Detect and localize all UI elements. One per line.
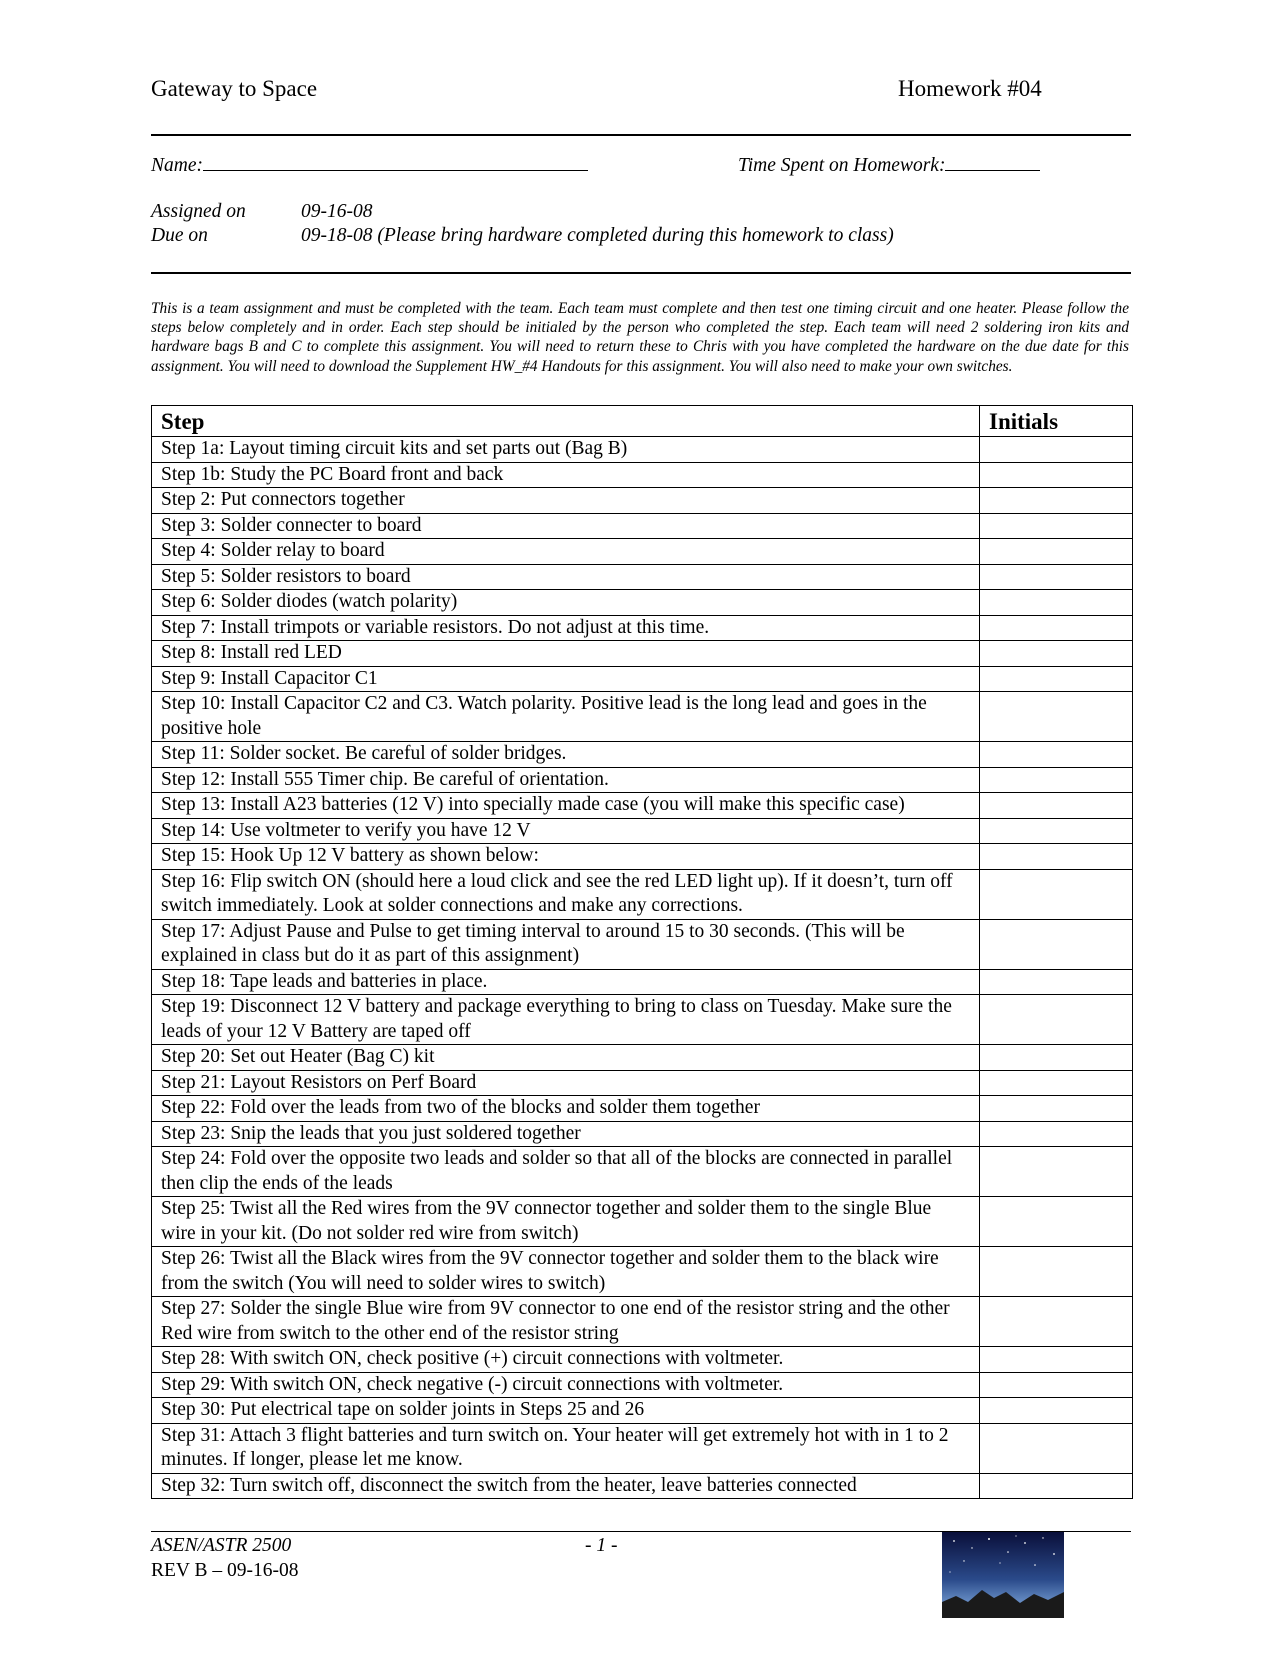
initials-cell[interactable] [980,869,1133,919]
table-row [152,1423,1133,1473]
footer-revision: REV B – 09-16-08 [151,1560,299,1581]
initials-cell[interactable] [980,1121,1133,1147]
table-row [152,437,1133,463]
table-row [152,1197,1133,1247]
step-description: Step 23: Snip the leads that you just soldered together [152,1121,980,1147]
initials-cell[interactable] [980,767,1133,793]
name-label: Name: [151,155,203,176]
initials-cell[interactable] [980,818,1133,844]
table-row [152,1070,1133,1096]
table-row [152,564,1133,590]
initials-cell[interactable] [980,1347,1133,1373]
step-description: Step 29: With switch ON, check negative (-) circuit connections with voltmeter. [152,1372,980,1398]
table-row [152,1045,1133,1071]
step-description: Step 21: Layout Resistors on Perf Board [152,1070,980,1096]
table-row [152,818,1133,844]
header-divider [151,134,1131,136]
step-description: Step 6: Solder diodes (watch polarity) [152,590,980,616]
table-row [152,539,1133,565]
initials-cell[interactable] [980,488,1133,514]
initials-cell[interactable] [980,437,1133,463]
step-description: Step 22: Fold over the leads from two of the blocks and solder them together [152,1096,980,1122]
step-description: Step 28: With switch ON, check positive (+) circuit connections with voltmeter. [152,1347,980,1373]
assigned-label: Assigned on [151,201,246,222]
initials-cell[interactable] [980,641,1133,667]
initials-cell[interactable] [980,513,1133,539]
initials-cell[interactable] [980,615,1133,641]
step-description: Step 1b: Study the PC Board front and back [152,462,980,488]
initials-cell[interactable] [980,742,1133,768]
step-description: Step 17: Adjust Pause and Pulse to get timing interval to around 15 to 30 seconds. (This will be explained in class but do it as part of this assignment) [152,919,980,969]
time-spent-field [738,153,1040,177]
table-row [152,919,1133,969]
table-row [152,615,1133,641]
course-title: Gateway to Space [151,76,318,101]
initials-cell[interactable] [980,969,1133,995]
table-row [152,995,1133,1045]
table-row [152,742,1133,768]
table-row [152,1347,1133,1373]
initials-cell[interactable] [980,1147,1133,1197]
initials-cell[interactable] [980,462,1133,488]
table-row [152,692,1133,742]
step-description: Step 9: Install Capacitor C1 [152,666,980,692]
step-description: Step 20: Set out Heater (Bag C) kit [152,1045,980,1071]
table-row [152,793,1133,819]
step-description: Step 1a: Layout timing circuit kits and set parts out (Bag B) [152,437,980,463]
step-description: Step 15: Hook Up 12 V battery as shown below: [152,844,980,870]
initials-cell[interactable] [980,539,1133,565]
table-row [152,869,1133,919]
table-row [152,590,1133,616]
table-row [152,767,1133,793]
initials-cell[interactable] [980,844,1133,870]
step-description: Step 24: Fold over the opposite two leads and solder so that all of the blocks are connected in parallel then clip the ends of the leads [152,1147,980,1197]
name-field [151,153,588,177]
space-logo-image [942,1532,1064,1618]
page-number: - 1 - [585,1535,618,1556]
table-row [152,513,1133,539]
due-label: Due on [151,225,208,246]
table-header-row [152,406,1133,437]
initials-cell[interactable] [980,666,1133,692]
initials-cell[interactable] [980,564,1133,590]
initials-cell[interactable] [980,1297,1133,1347]
table-row [152,1398,1133,1424]
homework-number: Homework #04 [898,76,1042,101]
name-blank-line[interactable] [203,153,588,171]
step-description: Step 5: Solder resistors to board [152,564,980,590]
step-description: Step 3: Solder connecter to board [152,513,980,539]
step-description: Step 13: Install A23 batteries (12 V) into specially made case (you will make this specific case) [152,793,980,819]
time-spent-blank-line[interactable] [945,153,1040,171]
table-row [152,969,1133,995]
initials-cell[interactable] [980,590,1133,616]
time-spent-label: Time Spent on Homework: [738,155,946,176]
initials-cell[interactable] [980,1070,1133,1096]
step-description: Step 4: Solder relay to board [152,539,980,565]
step-description: Step 11: Solder socket. Be careful of solder bridges. [152,742,980,768]
table-row [152,1473,1133,1499]
step-description: Step 27: Solder the single Blue wire from 9V connector to one end of the resistor string and the other Red wire from switch to the other end of the resistor string [152,1297,980,1347]
table-row [152,666,1133,692]
table-row [152,1147,1133,1197]
steps-body [152,437,1133,1499]
table-row [152,1247,1133,1297]
initials-cell[interactable] [980,1247,1133,1297]
due-date: 09-18-08 (Please bring hardware completed during this homework to class) [301,225,894,246]
table-row [152,1121,1133,1147]
step-description: Step 2: Put connectors together [152,488,980,514]
initials-cell[interactable] [980,919,1133,969]
table-row [152,844,1133,870]
step-description: Step 25: Twist all the Red wires from the 9V connector together and solder them to the single Blue wire in your kit. (Do not solder red wire from switch) [152,1197,980,1247]
footer-course-code: ASEN/ASTR 2500 [151,1535,292,1556]
initials-cell[interactable] [980,1045,1133,1071]
column-header-initials: Initials [980,406,1133,437]
column-header-step: Step [152,406,980,437]
steps-table [151,405,1133,1499]
initials-cell[interactable] [980,1398,1133,1424]
table-row [152,488,1133,514]
step-description: Step 14: Use voltmeter to verify you have 12 V [152,818,980,844]
initials-cell[interactable] [980,1473,1133,1499]
initials-cell[interactable] [980,793,1133,819]
initials-cell[interactable] [980,1197,1133,1247]
assigned-date: 09-16-08 [301,201,373,222]
table-row [152,462,1133,488]
meta-divider [151,272,1131,274]
table-row [152,1372,1133,1398]
initials-cell[interactable] [980,1423,1133,1473]
table-row [152,1297,1133,1347]
initials-cell[interactable] [980,1372,1133,1398]
step-description: Step 7: Install trimpots or variable resistors. Do not adjust at this time. [152,615,980,641]
initials-cell[interactable] [980,692,1133,742]
table-row [152,1096,1133,1122]
step-description: Step 19: Disconnect 12 V battery and package everything to bring to class on Tuesday. Make sure the leads of your 12 V Battery are taped off [152,995,980,1045]
step-description: Step 26: Twist all the Black wires from the 9V connector together and solder them to the black wire from the switch (You will need to solder wires to switch) [152,1247,980,1297]
initials-cell[interactable] [980,1096,1133,1122]
table-row [152,641,1133,667]
step-description: Step 10: Install Capacitor C2 and C3. Watch polarity. Positive lead is the long lead and goes in the positive hole [152,692,980,742]
intro-paragraph: This is a team assignment and must be completed with the team. Each team must complete and then test one timing circuit and one heater. Please follow the steps below completely and in order. Each step should be initialed by the person who completed the step. Each team will need 2 soldering iron kits and hardware bags B and C to complete this assignment. You will need to return these to Chris with you have completed the hardware on the due date for this assignment. You will need to download the Supplement HW_#4 Handouts for this assignment. You will also need to make your own switches. [151,300,1129,375]
step-description: Step 18: Tape leads and batteries in place. [152,969,980,995]
step-description: Step 16: Flip switch ON (should here a loud click and see the red LED light up). If it doesn’t, turn off switch immediately. Look at solder connections and make any corrections. [152,869,980,919]
step-description: Step 8: Install red LED [152,641,980,667]
step-description: Step 32: Turn switch off, disconnect the switch from the heater, leave batteries connected [152,1473,980,1499]
step-description: Step 12: Install 555 Timer chip. Be careful of orientation. [152,767,980,793]
step-description: Step 31: Attach 3 flight batteries and turn switch on. Your heater will get extremely hot with in 1 to 2 minutes. If longer, please let me know. [152,1423,980,1473]
initials-cell[interactable] [980,995,1133,1045]
step-description: Step 30: Put electrical tape on solder joints in Steps 25 and 26 [152,1398,980,1424]
